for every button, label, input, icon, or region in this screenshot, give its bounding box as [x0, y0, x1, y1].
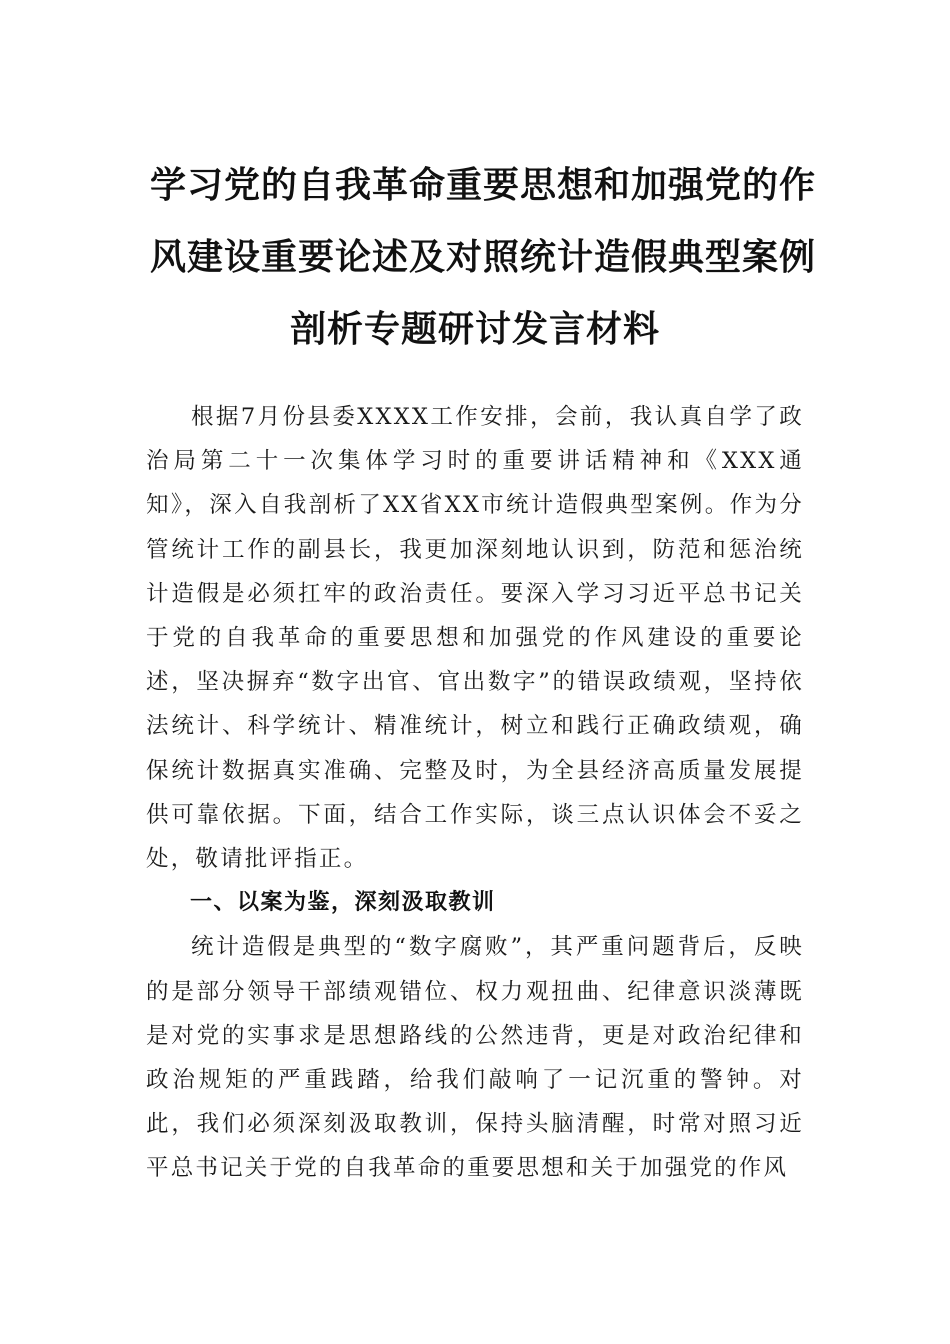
title-line-2: 风建设重要论述及对照统计造假典型案例: [150, 237, 817, 278]
document-body: [146, 395, 804, 1191]
title-line-1: 学习党的自我革命重要思想和加强党的作: [150, 165, 817, 206]
section-1-paragraph: 统计造假是典型的“数字腐败”，其严重问题背后，反映的是部分领导干部绩观错位、权力观扭曲、纪律意识淡薄既是对党的实事求是思想路线的公然违背，更是对政治纪律和政治规矩的严重践踏，给我们敲响了一记沉重的警钟。对此，我们必须深刻汲取教训，保持头脑清醒，时常对照习近平总书记关于党的自我革命的重要思想和关于加强党的作风: [146, 934, 804, 1182]
section-1-heading: 一、以案为鉴，深刻汲取教训: [190, 890, 496, 916]
title-line-3: 剖析专题研讨发言材料: [289, 309, 660, 350]
intro-paragraph: 根据7月份县委XXXX工作安排，会前，我认真自学了政治局第二十一次集体学习时的重要讲话精神和《XXX通知》，深入自我剖析了XX省XX市统计造假典型案例。作为分管统计工作的副县长，我更加深刻地认识到，防范和惩治统计造假是必须扛牢的政治责任。要深入学习习近平总书记关于党的自我革命的重要思想和加强党的作风建设的重要论述，坚决摒弃“数字出官、官出数字”的错误政绩观，坚持依法统计、科学统计、精准统计，树立和践行正确政绩观，确保统计数据真实准确、完整及时，为全县经济高质量发展提供可靠依据。下面，结合工作实际，谈三点认识体会不妥之处，敬请批评指正。: [146, 404, 804, 873]
document-title: [150, 150, 817, 366]
